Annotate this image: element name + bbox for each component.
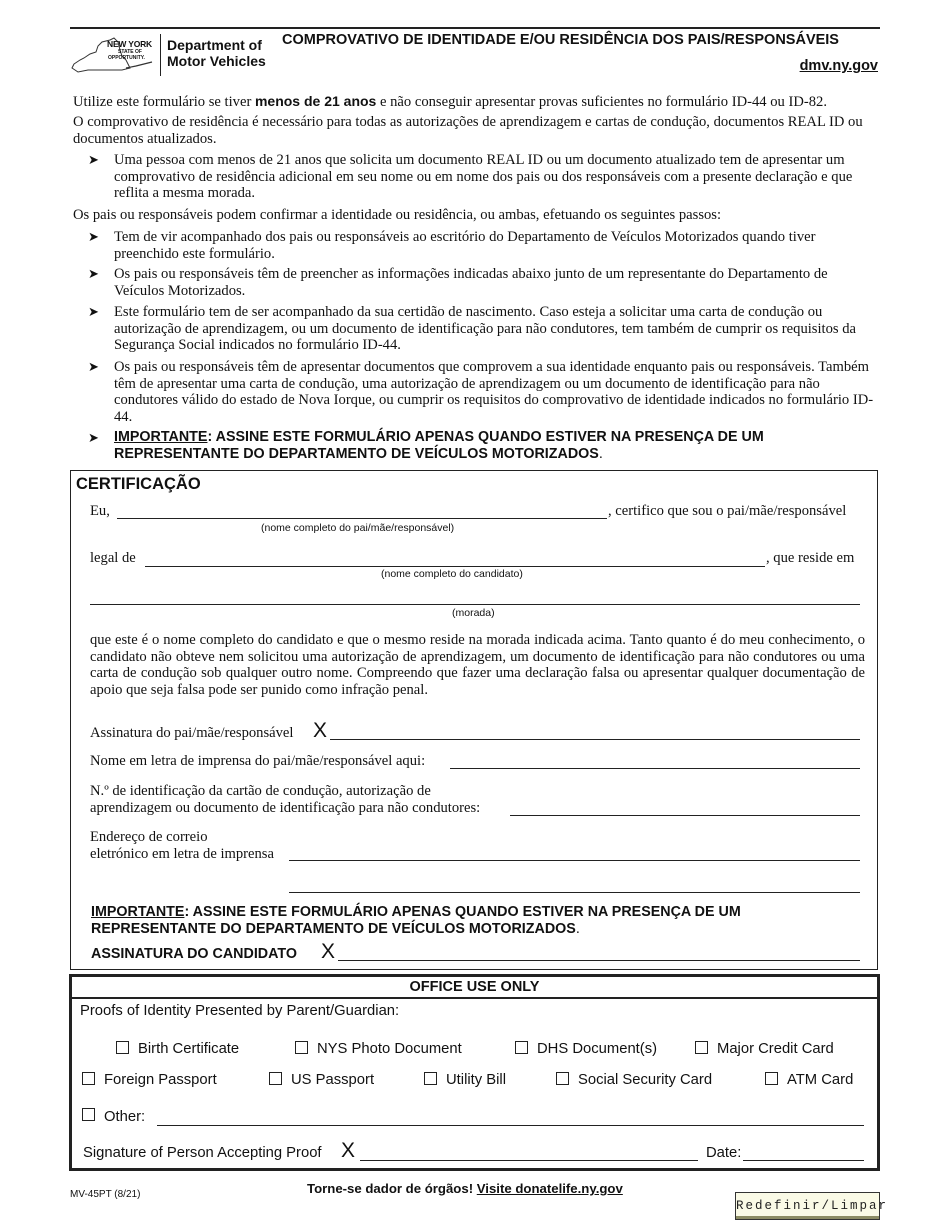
print-name-field[interactable]	[450, 768, 860, 769]
candidate-name-field[interactable]	[145, 566, 765, 567]
email-label-1: Endereço de correio	[90, 829, 208, 845]
certify-suffix: , certifico que sou o pai/mãe/responsável	[608, 503, 847, 519]
intro-p1-text-end: e não conseguir apresentar provas suficientes no formulário ID-44 ou ID-82.	[376, 94, 827, 110]
important-text: : ASSINE ESTE FORMULÁRIO APENAS QUANDO ESTIVER NA PRESENÇA DE UM REPRESENTANTE DO DEPARTAMENTO DE VEÍCULOS MOTORIZADOS	[91, 904, 741, 937]
intro-paragraph-1	[73, 93, 827, 111]
utility-bill-label: Utility Bill	[446, 1072, 507, 1088]
candidate-signature-label: ASSINATURA DO CANDIDATO	[91, 946, 297, 962]
candidate-name-caption: (nome completo do candidato)	[381, 568, 523, 580]
form-title: COMPROVATIVO DE IDENTIDADE E/OU RESIDÊNCIA DOS PAIS/RESPONSÁVEIS	[282, 32, 839, 48]
accepting-signature-field[interactable]	[360, 1160, 698, 1161]
step-item: Os pais ou responsáveis têm de apresentar documentos que comprovem a sua identidade enquanto pais ou responsáveis. Também têm de apresentar uma carta de condução, uma autorização de aprendizagem ou um documento de identificação para não condutores válido do estado de Nova Iorque, ou cumprir os requisitos do comprovativo de identidade indicados no formulário ID-44.	[114, 359, 874, 425]
eu-label: Eu,	[90, 503, 110, 519]
arrow-bullet-icon: ➤	[88, 359, 99, 374]
proofs-label: Proofs of Identity Presented by Parent/Guardian:	[80, 1003, 400, 1019]
arrow-bullet-icon: ➤	[88, 266, 99, 281]
under-21-emphasis: menos de 21 anos	[254, 93, 377, 109]
step-item: Os pais ou responsáveis têm de preencher as informações indicadas abaixo junto de um representante do Departamento de Veículos Motorizados.	[114, 266, 828, 299]
logo-state-line2: STATE OF	[118, 49, 142, 55]
logo-state-line1: NEW YORK	[107, 39, 152, 49]
email-field-line-1[interactable]	[289, 860, 860, 861]
form-code: MV-45PT (8/21)	[70, 1189, 141, 1200]
arrow-bullet-icon: ➤	[88, 304, 99, 319]
nys-photo-document-checkbox[interactable]	[295, 1041, 308, 1054]
step-item: Este formulário tem de ser acompanhado da sua certidão de nascimento. Caso esteja a solicitar uma carta de condução ou autorização de aprendizagem, ou um documento de identificação para não condutores, tem também de cumprir os requisitos da Segurança Social indicados no formulário ID-44.	[114, 304, 856, 353]
certification-heading: CERTIFICAÇÃO	[76, 475, 201, 493]
id-number-label-2: aprendizagem ou documento de identificação para não condutores:	[90, 800, 481, 816]
foreign-passport-label: Foreign Passport	[104, 1072, 217, 1088]
us-passport-checkbox[interactable]	[269, 1072, 282, 1085]
certification-statement: que este é o nome completo do candidato e que o mesmo reside na morada indicada acima. Tanto quanto é do meu conhecimento, o candidato não obteve nem solicitou uma autorização de aprendizagem, um documento de identificação para não condutores ou uma carta de condução sob qualquer outro nome. Compreendo que fazer uma declaração falsa ou apresentar qualquer documentação de apoio que seja falsa pode ser punido como infração penal.	[90, 632, 865, 698]
dhs-documents-checkbox[interactable]	[515, 1041, 528, 1054]
intro-bullet: Uma pessoa com menos de 21 anos que solicita um documento REAL ID ou um documento atualizado tem de apresentar um comprovativo de residência adicional em seu nome ou em nome dos pais ou dos responsáveis com a presente declaração e que reflita a mesma morada.	[114, 152, 853, 201]
office-use-heading: OFFICE USE ONLY	[72, 977, 877, 999]
important-period: .	[598, 446, 603, 462]
logo-divider	[160, 34, 161, 76]
organ-donor-notice	[307, 1181, 623, 1196]
birth-certificate-label: Birth Certificate	[138, 1041, 240, 1057]
print-name-label: Nome em letra de imprensa do pai/mãe/responsável aqui:	[90, 753, 426, 769]
other-label: Other:	[104, 1109, 146, 1125]
legal-de-label: legal de	[90, 550, 136, 566]
intro-p1-text: Utilize este formulário se tiver	[73, 94, 255, 110]
atm-card-label: ATM Card	[787, 1072, 854, 1088]
resides-suffix: , que reside em	[766, 550, 855, 566]
date-field[interactable]	[743, 1160, 864, 1161]
parent-signature-label: Assinatura do pai/mãe/responsável	[90, 725, 294, 741]
signature-x-mark: X	[313, 719, 328, 742]
foreign-passport-checkbox[interactable]	[82, 1072, 95, 1085]
id-number-label-1: N.º de identificação da cartão de condução, autorização de	[90, 783, 431, 799]
step-item: Tem de vir acompanhado dos pais ou responsáveis ao escritório do Departamento de Veículos Motorizados quando tiver preenchido este formulário.	[114, 229, 816, 262]
id-number-field[interactable]	[510, 815, 860, 816]
header-rule	[70, 27, 880, 29]
nys-photo-document-label: NYS Photo Document	[317, 1041, 462, 1057]
donatelife-link[interactable]: Visite donatelife.ny.gov	[476, 1181, 623, 1196]
intro-paragraph-2: O comprovativo de residência é necessário para todas as autorizações de aprendizagem e cartas de condução, documentos REAL ID ou documentos atualizados.	[73, 114, 863, 147]
important-period: .	[575, 921, 580, 937]
accepting-signature-label: Signature of Person Accepting Proof	[83, 1145, 322, 1161]
intro-paragraph-3: Os pais ou responsáveis podem confirmar a identidade ou residência, ou ambas, efetuando os seguintes passos:	[73, 207, 722, 223]
us-passport-label: US Passport	[291, 1072, 375, 1088]
other-checkbox[interactable]	[82, 1108, 95, 1121]
social-security-card-label: Social Security Card	[578, 1072, 713, 1088]
accepting-signature-x-mark: X	[341, 1139, 356, 1162]
other-field[interactable]	[157, 1125, 864, 1126]
major-credit-card-label: Major Credit Card	[717, 1041, 834, 1057]
parent-name-caption: (nome completo do pai/mãe/responsável)	[261, 522, 455, 534]
website-link[interactable]: dmv.ny.gov	[799, 58, 878, 74]
parent-name-field[interactable]	[117, 518, 607, 519]
dmv-logo	[70, 30, 270, 80]
logo-dept-line1: Department of	[167, 37, 262, 53]
address-field[interactable]	[90, 604, 860, 605]
important-notice	[114, 429, 854, 463]
donor-text: Torne-se dador de órgãos!	[307, 1181, 477, 1196]
important-label: IMPORTANTE	[91, 904, 185, 920]
email-label-2: eletrónico em letra de imprensa	[90, 846, 274, 862]
parent-signature-field[interactable]	[330, 739, 860, 740]
arrow-bullet-icon: ➤	[88, 430, 99, 445]
arrow-bullet-icon: ➤	[88, 229, 99, 244]
certification-important-notice	[91, 904, 851, 938]
reset-clear-button[interactable]: Redefinir/Limpar	[735, 1192, 880, 1220]
candidate-signature-x-mark: X	[321, 940, 336, 963]
certification-section	[70, 470, 878, 970]
important-label: IMPORTANTE	[114, 429, 208, 445]
major-credit-card-checkbox[interactable]	[695, 1041, 708, 1054]
candidate-signature-field[interactable]	[338, 960, 860, 961]
email-field-line-2[interactable]	[289, 892, 860, 893]
logo-state-line3: OPPORTUNITY.	[108, 55, 145, 61]
dhs-documents-label: DHS Document(s)	[537, 1041, 658, 1057]
logo-dept-line2: Motor Vehicles	[167, 53, 266, 69]
birth-certificate-checkbox[interactable]	[116, 1041, 129, 1054]
arrow-bullet-icon: ➤	[88, 152, 99, 167]
address-caption: (morada)	[452, 607, 495, 619]
important-text: : ASSINE ESTE FORMULÁRIO APENAS QUANDO ESTIVER NA PRESENÇA DE UM REPRESENTANTE DO DEPARTAMENTO DE VEÍCULOS MOTORIZADOS	[114, 429, 764, 462]
date-label: Date:	[706, 1145, 742, 1161]
social-security-card-checkbox[interactable]	[556, 1072, 569, 1085]
utility-bill-checkbox[interactable]	[424, 1072, 437, 1085]
atm-card-checkbox[interactable]	[765, 1072, 778, 1085]
